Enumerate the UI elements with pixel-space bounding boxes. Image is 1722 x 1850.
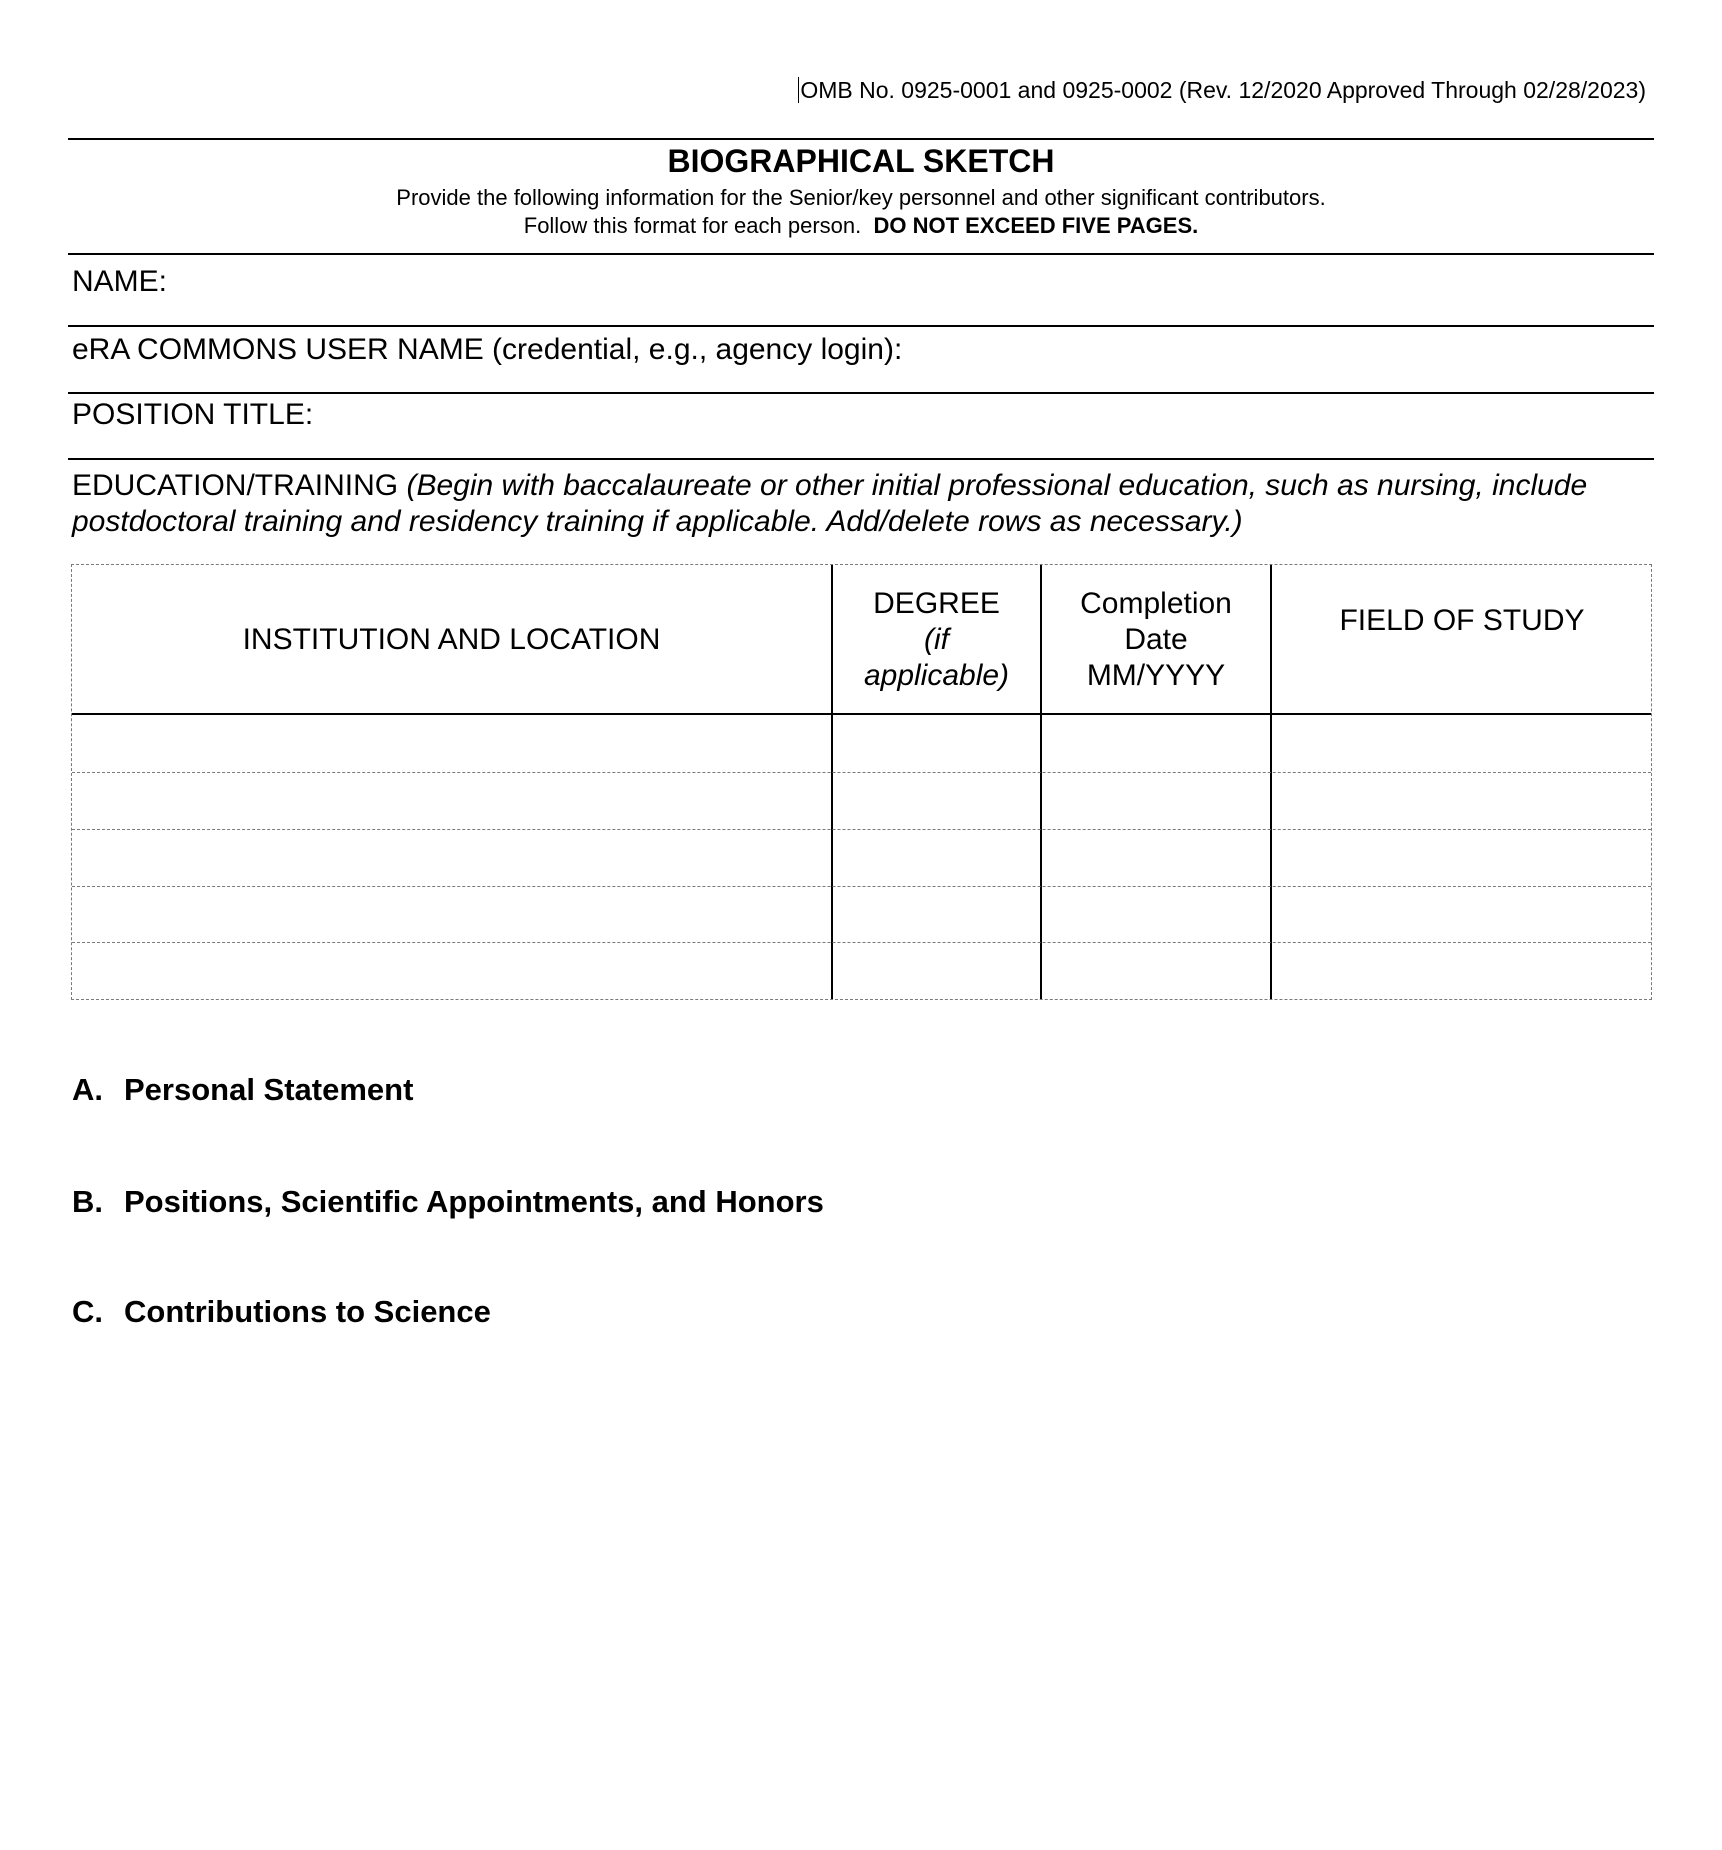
form-title: BIOGRAPHICAL SKETCH (667, 143, 1055, 179)
cell-institution[interactable] (72, 830, 831, 887)
header-completion-line-2: Date (1124, 623, 1188, 656)
divider-era (68, 325, 1654, 327)
cell-field-of-study[interactable] (1272, 943, 1652, 1000)
divider-position (68, 392, 1654, 394)
cell-field-of-study[interactable] (1272, 715, 1652, 772)
cell-degree[interactable] (833, 715, 1040, 772)
cell-completion-date[interactable] (1042, 943, 1270, 1000)
section-letter: C. (72, 1294, 103, 1329)
section-title: Personal Statement (124, 1072, 414, 1107)
instructions-line-2 (68, 212, 1654, 240)
header-institution-text: INSTITUTION AND LOCATION (242, 623, 661, 656)
education-heading (72, 468, 1652, 540)
section-personal-statement (72, 1071, 413, 1109)
cell-institution[interactable] (72, 887, 831, 944)
header-field-of-study-text: FIELD OF STUDY (1339, 604, 1585, 637)
section-title: Positions, Scientific Appointments, and Honors (124, 1184, 824, 1219)
cell-completion-date[interactable] (1042, 715, 1270, 772)
header-degree-line-3: applicable) (863, 659, 1010, 692)
cell-completion-date[interactable] (1042, 830, 1270, 887)
education-table (71, 564, 1652, 1000)
cell-institution[interactable] (72, 773, 831, 830)
omb-notice-text: OMB No. 0925-0001 and 0925-0002 (Rev. 12/2020 Approved Through 02/28/2023) (800, 77, 1646, 103)
cell-institution[interactable] (72, 943, 831, 1000)
cell-institution[interactable] (72, 715, 831, 772)
header-completion-date (1042, 565, 1270, 715)
cell-field-of-study[interactable] (1272, 887, 1652, 944)
era-commons-field-label: eRA COMMONS USER NAME (credential, e.g., agency login): (72, 333, 903, 366)
cell-field-of-study[interactable] (1272, 830, 1652, 887)
name-field-label: NAME: (72, 265, 168, 298)
cell-degree[interactable] (833, 943, 1040, 1000)
divider-name (68, 253, 1654, 255)
page-limit-warning: DO NOT EXCEED FIVE PAGES. (873, 213, 1199, 238)
omb-notice (798, 73, 1646, 107)
education-instructions: (Begin with baccalaureate or other initial professional education, such as nursing, include postdoctoral training and residency training if applicable. Add/delete rows as necessary.) (72, 469, 1588, 538)
section-positions-honors (72, 1183, 824, 1221)
header-completion-line-1: Completion (1080, 587, 1232, 620)
divider-top (68, 138, 1654, 140)
header-field-of-study (1272, 565, 1652, 715)
section-letter: A. (72, 1072, 103, 1107)
cell-completion-date[interactable] (1042, 773, 1270, 830)
instructions-line-1: Provide the following information for the Senior/key personnel and other significant contributors. (396, 185, 1326, 210)
header-institution (72, 565, 831, 715)
section-letter: B. (72, 1184, 103, 1219)
header-degree-line-2: (if (924, 623, 949, 656)
instructions-line-2-normal: Follow this format for each person. (523, 213, 862, 238)
divider-education (68, 458, 1654, 460)
cell-degree[interactable] (833, 773, 1040, 830)
cell-degree[interactable] (833, 887, 1040, 944)
header-degree-line-1: DEGREE (873, 587, 1000, 620)
section-title: Contributions to Science (124, 1294, 491, 1329)
header-degree (833, 565, 1040, 715)
cell-completion-date[interactable] (1042, 887, 1270, 944)
cell-degree[interactable] (833, 830, 1040, 887)
cell-field-of-study[interactable] (1272, 773, 1652, 830)
education-label: EDUCATION/TRAINING (72, 469, 399, 502)
position-title-field-label: POSITION TITLE: (72, 398, 314, 431)
header-completion-line-3: MM/YYYY (1086, 659, 1226, 692)
section-contributions (72, 1293, 491, 1331)
